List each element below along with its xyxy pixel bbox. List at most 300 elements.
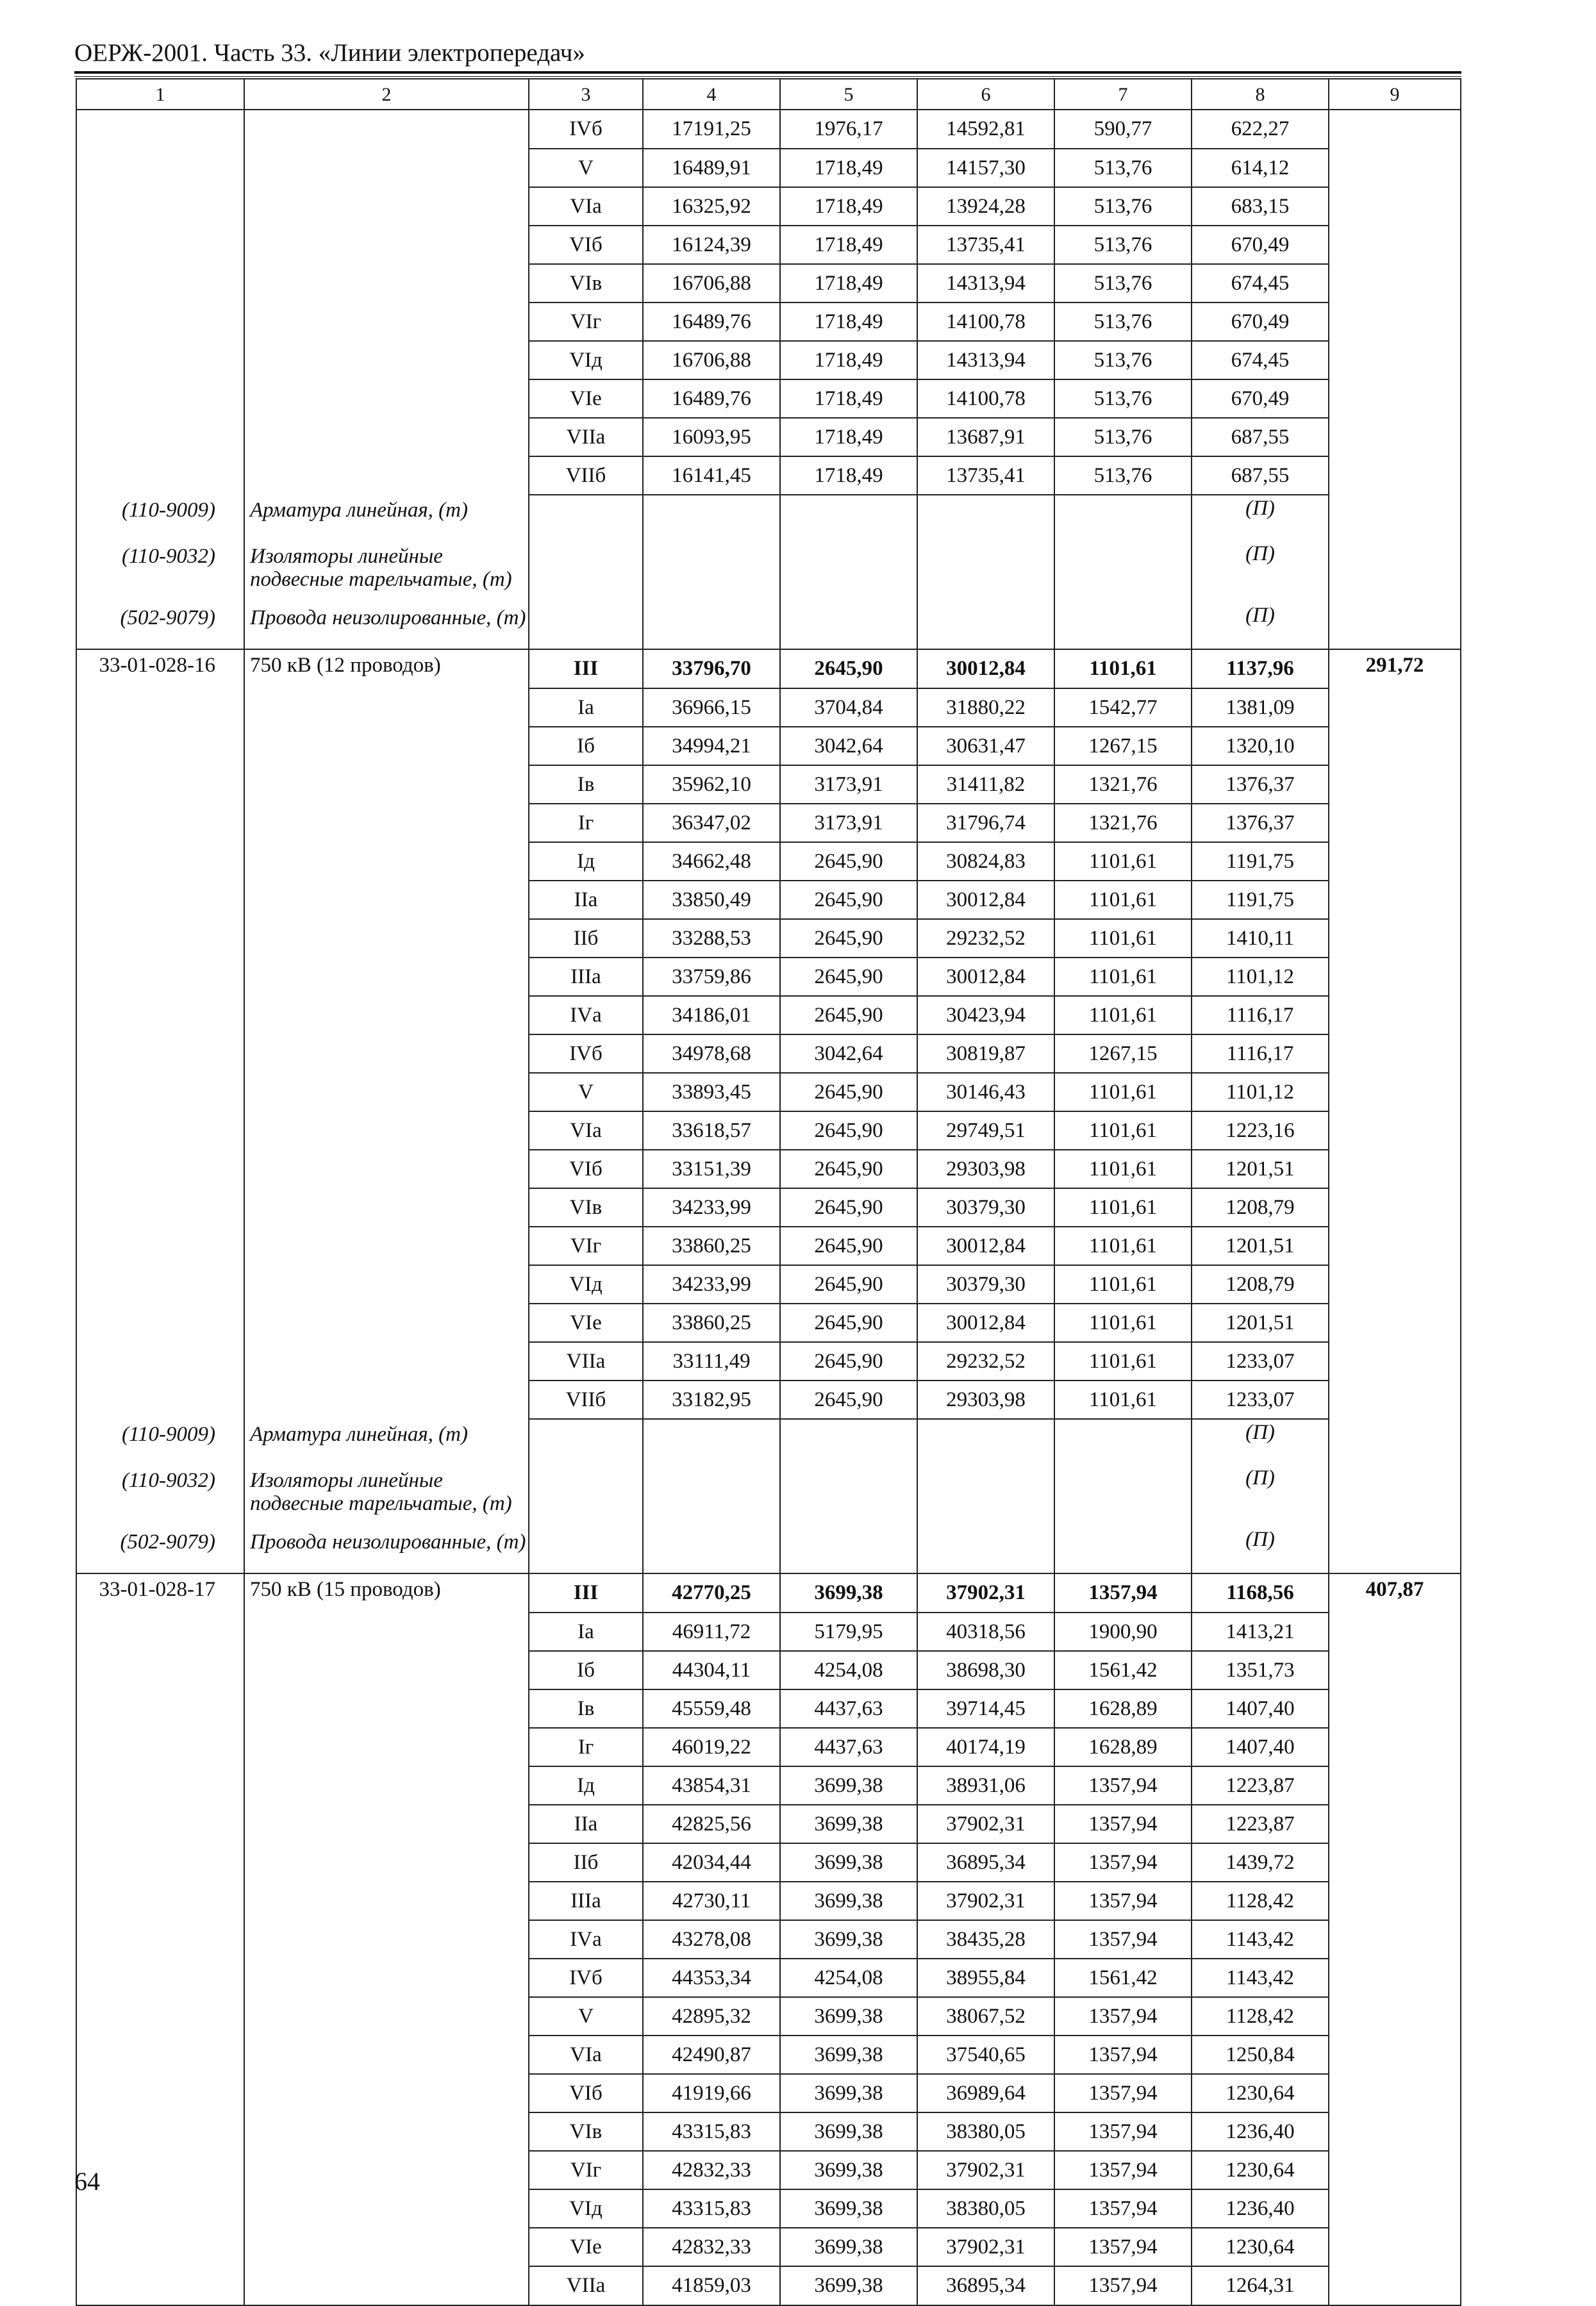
rate-code-cell bbox=[76, 418, 244, 456]
rate-name-cell bbox=[244, 1766, 529, 1805]
column-number: 7 bbox=[1054, 79, 1192, 110]
rate-code-cell bbox=[76, 2189, 244, 2228]
rate-name-cell bbox=[244, 958, 529, 996]
extra-value-cell bbox=[1329, 226, 1461, 264]
value-cell: 2645,90 bbox=[780, 1342, 917, 1381]
rate-code-cell bbox=[76, 1265, 244, 1304]
resource-mark: (П) bbox=[1192, 495, 1329, 541]
resource-mark: (П) bbox=[1192, 602, 1329, 649]
region-cell: VIа bbox=[529, 2036, 643, 2074]
column-number: 2 bbox=[244, 79, 529, 110]
region-cell: VIе bbox=[529, 379, 643, 418]
value-cell: 38955,84 bbox=[917, 1959, 1054, 1997]
value-cell: 1321,76 bbox=[1054, 765, 1192, 804]
column-number: 4 bbox=[643, 79, 780, 110]
value-cell: 3699,38 bbox=[780, 2189, 917, 2228]
extra-value-cell bbox=[1329, 919, 1461, 958]
table-row bbox=[76, 2189, 1461, 2228]
resource-name: Изоляторы линейные подвесные тарельчатые, (т) bbox=[244, 541, 529, 602]
table-row bbox=[76, 1381, 1461, 1419]
extra-value-cell bbox=[1329, 1997, 1461, 2036]
extra-value-cell bbox=[1329, 1265, 1461, 1304]
value-cell: 45559,48 bbox=[643, 1689, 780, 1728]
resource-row bbox=[76, 1527, 1461, 1573]
value-cell: 44304,11 bbox=[643, 1651, 780, 1689]
table-row bbox=[76, 110, 1461, 149]
value-cell: 37902,31 bbox=[917, 1805, 1054, 1843]
resource-row bbox=[76, 602, 1461, 649]
extra-value-cell bbox=[1329, 495, 1461, 541]
value-cell: 41919,66 bbox=[643, 2074, 780, 2112]
value-cell: 33759,86 bbox=[643, 958, 780, 996]
region-cell: VIв bbox=[529, 1188, 643, 1227]
table-row bbox=[76, 1613, 1461, 1651]
value-cell: 29232,52 bbox=[917, 1342, 1054, 1381]
region-cell: VIа bbox=[529, 1111, 643, 1150]
value-cell: 2645,90 bbox=[780, 649, 917, 688]
value-cell: 670,49 bbox=[1192, 226, 1329, 264]
value-cell: 38931,06 bbox=[917, 1766, 1054, 1805]
extra-value-cell bbox=[1329, 1766, 1461, 1805]
value-cell: 29303,98 bbox=[917, 1150, 1054, 1188]
rate-code-cell bbox=[76, 919, 244, 958]
value-cell: 30819,87 bbox=[917, 1034, 1054, 1073]
empty-cell bbox=[643, 541, 780, 602]
rate-code-cell bbox=[76, 1342, 244, 1381]
extra-value-cell bbox=[1329, 996, 1461, 1034]
value-cell: 43315,83 bbox=[643, 2189, 780, 2228]
value-cell: 1357,94 bbox=[1054, 2036, 1192, 2074]
value-cell: 1233,07 bbox=[1192, 1381, 1329, 1419]
rate-name-cell bbox=[244, 341, 529, 379]
value-cell: 31411,82 bbox=[917, 765, 1054, 804]
region-cell: VIа bbox=[529, 187, 643, 226]
value-cell: 1718,49 bbox=[780, 264, 917, 303]
extra-value-cell bbox=[1329, 303, 1461, 341]
empty-cell bbox=[780, 1419, 917, 1465]
region-cell: VIб bbox=[529, 1150, 643, 1188]
extra-value-cell bbox=[1329, 1689, 1461, 1728]
region-cell: Iб bbox=[529, 1651, 643, 1689]
empty-cell bbox=[643, 495, 780, 541]
extra-value-cell bbox=[1329, 149, 1461, 187]
rate-code-cell bbox=[76, 1997, 244, 2036]
rate-name-cell bbox=[244, 2189, 529, 2228]
value-cell: 1976,17 bbox=[780, 110, 917, 149]
extra-value-cell bbox=[1329, 842, 1461, 881]
value-cell: 1101,61 bbox=[1054, 1342, 1192, 1381]
region-cell: VIд bbox=[529, 1265, 643, 1304]
value-cell: 1101,61 bbox=[1054, 649, 1192, 688]
resource-mark: (П) bbox=[1192, 1419, 1329, 1465]
value-cell: 2645,90 bbox=[780, 1265, 917, 1304]
table-row bbox=[76, 2151, 1461, 2189]
value-cell: 670,49 bbox=[1192, 379, 1329, 418]
table-row bbox=[76, 1073, 1461, 1111]
rate-code-cell bbox=[76, 1227, 244, 1265]
value-cell: 34978,68 bbox=[643, 1034, 780, 1073]
rate-code-cell bbox=[76, 456, 244, 495]
value-cell: 674,45 bbox=[1192, 264, 1329, 303]
resource-mark: (П) bbox=[1192, 541, 1329, 602]
extra-value-cell bbox=[1329, 341, 1461, 379]
value-cell: 41859,03 bbox=[643, 2266, 780, 2305]
value-cell: 3699,38 bbox=[780, 1882, 917, 1920]
value-cell: 14100,78 bbox=[917, 379, 1054, 418]
value-cell: 513,76 bbox=[1054, 187, 1192, 226]
rate-name-cell bbox=[244, 1997, 529, 2036]
rate-code-cell bbox=[76, 958, 244, 996]
empty-cell bbox=[780, 1465, 917, 1527]
rate-code-cell bbox=[76, 2112, 244, 2151]
rate-name-cell bbox=[244, 456, 529, 495]
value-cell: 1128,42 bbox=[1192, 1997, 1329, 2036]
value-cell: 38067,52 bbox=[917, 1997, 1054, 2036]
region-cell: VIг bbox=[529, 1227, 643, 1265]
value-cell: 14100,78 bbox=[917, 303, 1054, 341]
empty-cell bbox=[917, 602, 1054, 649]
value-cell: 1223,87 bbox=[1192, 1766, 1329, 1805]
rate-name-cell bbox=[244, 379, 529, 418]
extra-value-cell bbox=[1329, 264, 1461, 303]
value-cell: 513,76 bbox=[1054, 418, 1192, 456]
extra-value-cell bbox=[1329, 1227, 1461, 1265]
rate-name-cell bbox=[244, 1959, 529, 1997]
rate-name-cell bbox=[244, 1689, 529, 1728]
value-cell: 13924,28 bbox=[917, 187, 1054, 226]
value-cell: 1101,61 bbox=[1054, 996, 1192, 1034]
value-cell: 46911,72 bbox=[643, 1613, 780, 1651]
table-row bbox=[76, 1227, 1461, 1265]
rate-name-cell bbox=[244, 727, 529, 765]
region-cell: VIIа bbox=[529, 2266, 643, 2305]
empty-cell bbox=[1054, 1419, 1192, 1465]
value-cell: 2645,90 bbox=[780, 958, 917, 996]
rate-code-cell bbox=[76, 1111, 244, 1150]
value-cell: 36966,15 bbox=[643, 688, 780, 727]
region-cell: VIг bbox=[529, 2151, 643, 2189]
table-row bbox=[76, 1728, 1461, 1766]
region-cell: VIIб bbox=[529, 1381, 643, 1419]
table-row bbox=[76, 187, 1461, 226]
rate-name-cell bbox=[244, 2151, 529, 2189]
rate-name-cell bbox=[244, 1265, 529, 1304]
value-cell: 3042,64 bbox=[780, 727, 917, 765]
resource-code: (502-9079) bbox=[76, 602, 244, 649]
table-row bbox=[76, 1304, 1461, 1342]
value-cell: 29303,98 bbox=[917, 1381, 1054, 1419]
value-cell: 38698,30 bbox=[917, 1651, 1054, 1689]
rate-name-cell bbox=[244, 1805, 529, 1843]
table-row bbox=[76, 2112, 1461, 2151]
value-cell: 37902,31 bbox=[917, 2228, 1054, 2266]
value-cell: 31880,22 bbox=[917, 688, 1054, 727]
value-cell: 36347,02 bbox=[643, 804, 780, 842]
rate-name-cell bbox=[244, 1073, 529, 1111]
value-cell: 1101,61 bbox=[1054, 1150, 1192, 1188]
extra-value-cell bbox=[1329, 881, 1461, 919]
value-cell: 1357,94 bbox=[1054, 2228, 1192, 2266]
value-cell: 513,76 bbox=[1054, 303, 1192, 341]
value-cell: 33850,49 bbox=[643, 881, 780, 919]
value-cell: 1101,61 bbox=[1054, 881, 1192, 919]
rate-name-cell bbox=[244, 264, 529, 303]
value-cell: 14157,30 bbox=[917, 149, 1054, 187]
extra-value-cell bbox=[1329, 1651, 1461, 1689]
region-cell: VIб bbox=[529, 226, 643, 264]
rate-code-cell bbox=[76, 1034, 244, 1073]
region-cell: IVб bbox=[529, 1034, 643, 1073]
value-cell: 1357,94 bbox=[1054, 1805, 1192, 1843]
value-cell: 38435,28 bbox=[917, 1920, 1054, 1959]
value-cell: 1407,40 bbox=[1192, 1728, 1329, 1766]
extra-value-cell bbox=[1329, 110, 1461, 149]
value-cell: 513,76 bbox=[1054, 456, 1192, 495]
value-cell: 30379,30 bbox=[917, 1265, 1054, 1304]
table-row bbox=[76, 1959, 1461, 1997]
value-cell: 38380,05 bbox=[917, 2189, 1054, 2228]
value-cell: 1718,49 bbox=[780, 456, 917, 495]
rate-code-cell bbox=[76, 842, 244, 881]
value-cell: 37902,31 bbox=[917, 1882, 1054, 1920]
value-cell: 1236,40 bbox=[1192, 2189, 1329, 2228]
value-cell: 1191,75 bbox=[1192, 881, 1329, 919]
value-cell: 14313,94 bbox=[917, 341, 1054, 379]
value-cell: 3699,38 bbox=[780, 2112, 917, 2151]
value-cell: 1718,49 bbox=[780, 303, 917, 341]
extra-value-cell bbox=[1329, 541, 1461, 602]
extra-value-cell bbox=[1329, 1073, 1461, 1111]
value-cell: 2645,90 bbox=[780, 996, 917, 1034]
rate-code-cell bbox=[76, 264, 244, 303]
extra-value-cell bbox=[1329, 1805, 1461, 1843]
value-cell: 30012,84 bbox=[917, 1227, 1054, 1265]
table-row bbox=[76, 881, 1461, 919]
value-cell: 40174,19 bbox=[917, 1728, 1054, 1766]
resource-name: Арматура линейная, (т) bbox=[244, 495, 529, 541]
region-cell: Iг bbox=[529, 804, 643, 842]
resource-code: (110-9032) bbox=[76, 1465, 244, 1527]
table-row bbox=[76, 418, 1461, 456]
rate-code-cell: 33-01-028-16 bbox=[76, 649, 244, 688]
value-cell: 14592,81 bbox=[917, 110, 1054, 149]
rate-code-cell bbox=[76, 881, 244, 919]
value-cell: 670,49 bbox=[1192, 303, 1329, 341]
rate-name-cell bbox=[244, 2112, 529, 2151]
value-cell: 3699,38 bbox=[780, 1920, 917, 1959]
value-cell: 1628,89 bbox=[1054, 1689, 1192, 1728]
empty-cell bbox=[643, 1465, 780, 1527]
value-cell: 3042,64 bbox=[780, 1034, 917, 1073]
rate-name-cell bbox=[244, 2074, 529, 2112]
value-cell: 2645,90 bbox=[780, 1073, 917, 1111]
table-row bbox=[76, 264, 1461, 303]
value-cell: 3699,38 bbox=[780, 2228, 917, 2266]
region-cell: IIIа bbox=[529, 958, 643, 996]
value-cell: 38380,05 bbox=[917, 2112, 1054, 2151]
value-cell: 1357,94 bbox=[1054, 1997, 1192, 2036]
value-cell: 13687,91 bbox=[917, 418, 1054, 456]
extra-value-cell bbox=[1329, 2228, 1461, 2266]
value-cell: 34994,21 bbox=[643, 727, 780, 765]
value-cell: 3699,38 bbox=[780, 1766, 917, 1805]
value-cell: 2645,90 bbox=[780, 1150, 917, 1188]
value-cell: 36895,34 bbox=[917, 2266, 1054, 2305]
value-cell: 1718,49 bbox=[780, 187, 917, 226]
table-row bbox=[76, 1766, 1461, 1805]
value-cell: 1208,79 bbox=[1192, 1188, 1329, 1227]
value-cell: 2645,90 bbox=[780, 1188, 917, 1227]
value-cell: 33796,70 bbox=[643, 649, 780, 688]
value-cell: 5179,95 bbox=[780, 1613, 917, 1651]
rate-code-cell bbox=[76, 1728, 244, 1766]
value-cell: 1137,96 bbox=[1192, 649, 1329, 688]
extra-value-cell bbox=[1329, 602, 1461, 649]
resource-code: (502-9079) bbox=[76, 1527, 244, 1573]
extra-value-cell bbox=[1329, 1034, 1461, 1073]
rate-name-cell bbox=[244, 919, 529, 958]
value-cell: 683,15 bbox=[1192, 187, 1329, 226]
value-cell: 4254,08 bbox=[780, 1651, 917, 1689]
table-row bbox=[76, 1342, 1461, 1381]
table-row bbox=[76, 341, 1461, 379]
value-cell: 33288,53 bbox=[643, 919, 780, 958]
resource-name: Изоляторы линейные подвесные тарельчатые, (т) bbox=[244, 1465, 529, 1527]
rate-code-cell bbox=[76, 2266, 244, 2305]
value-cell: 1407,40 bbox=[1192, 1689, 1329, 1728]
extra-value-cell bbox=[1329, 688, 1461, 727]
empty-cell bbox=[1054, 541, 1192, 602]
table-row bbox=[76, 804, 1461, 842]
value-cell: 1357,94 bbox=[1054, 2189, 1192, 2228]
rate-code-cell bbox=[76, 996, 244, 1034]
region-cell: IIб bbox=[529, 919, 643, 958]
rate-name-cell bbox=[244, 1651, 529, 1689]
region-cell: IVа bbox=[529, 996, 643, 1034]
value-cell: 16489,76 bbox=[643, 303, 780, 341]
resource-row bbox=[76, 541, 1461, 602]
rate-name-cell: 750 кВ (15 проводов) bbox=[244, 1573, 529, 1613]
value-cell: 37540,65 bbox=[917, 2036, 1054, 2074]
rate-name-cell bbox=[244, 1613, 529, 1651]
extra-value-cell bbox=[1329, 1527, 1461, 1573]
value-cell: 3699,38 bbox=[780, 2074, 917, 2112]
region-cell: VIв bbox=[529, 2112, 643, 2151]
extra-value-cell bbox=[1329, 1381, 1461, 1419]
region-cell: Iа bbox=[529, 1613, 643, 1651]
value-cell: 1101,61 bbox=[1054, 1188, 1192, 1227]
value-cell: 1116,17 bbox=[1192, 1034, 1329, 1073]
value-cell: 1201,51 bbox=[1192, 1304, 1329, 1342]
value-cell: 4254,08 bbox=[780, 1959, 917, 1997]
value-cell: 3699,38 bbox=[780, 2151, 917, 2189]
value-cell: 1357,94 bbox=[1054, 2266, 1192, 2305]
resource-name: Провода неизолированные, (т) bbox=[244, 602, 529, 649]
table-row bbox=[76, 1997, 1461, 2036]
table-row bbox=[76, 2074, 1461, 2112]
column-number: 1 bbox=[76, 79, 244, 110]
value-cell: 16325,92 bbox=[643, 187, 780, 226]
value-cell: 1439,72 bbox=[1192, 1843, 1329, 1882]
value-cell: 30824,83 bbox=[917, 842, 1054, 881]
value-cell: 34233,99 bbox=[643, 1188, 780, 1227]
extra-value-cell bbox=[1329, 2266, 1461, 2305]
rate-name-cell bbox=[244, 187, 529, 226]
table-row bbox=[76, 727, 1461, 765]
value-cell: 2645,90 bbox=[780, 881, 917, 919]
extra-value-cell bbox=[1329, 765, 1461, 804]
value-cell: 2645,90 bbox=[780, 919, 917, 958]
value-cell: 3699,38 bbox=[780, 1573, 917, 1613]
region-cell: VIе bbox=[529, 1304, 643, 1342]
extra-value-cell bbox=[1329, 418, 1461, 456]
rate-name-cell bbox=[244, 1111, 529, 1150]
value-cell: 1223,87 bbox=[1192, 1805, 1329, 1843]
empty-cell bbox=[917, 1465, 1054, 1527]
rate-code-cell bbox=[76, 765, 244, 804]
value-cell: 1357,94 bbox=[1054, 1766, 1192, 1805]
table-row bbox=[76, 1265, 1461, 1304]
value-cell: 39714,45 bbox=[917, 1689, 1054, 1728]
resource-code: (110-9032) bbox=[76, 541, 244, 602]
region-cell: Iв bbox=[529, 1689, 643, 1728]
value-cell: 1267,15 bbox=[1054, 727, 1192, 765]
value-cell: 1201,51 bbox=[1192, 1150, 1329, 1188]
value-cell: 1208,79 bbox=[1192, 1265, 1329, 1304]
empty-cell bbox=[643, 1527, 780, 1573]
rate-code-cell bbox=[76, 187, 244, 226]
empty-cell bbox=[529, 602, 643, 649]
value-cell: 1128,42 bbox=[1192, 1882, 1329, 1920]
value-cell: 1230,64 bbox=[1192, 2151, 1329, 2189]
extra-value-cell bbox=[1329, 1419, 1461, 1465]
value-cell: 1250,84 bbox=[1192, 2036, 1329, 2074]
value-cell: 13735,41 bbox=[917, 226, 1054, 264]
table-row bbox=[76, 649, 1461, 688]
value-cell: 3704,84 bbox=[780, 688, 917, 727]
empty-cell bbox=[780, 1527, 917, 1573]
value-cell: 1201,51 bbox=[1192, 1227, 1329, 1265]
value-cell: 31796,74 bbox=[917, 804, 1054, 842]
value-cell: 1101,61 bbox=[1054, 1381, 1192, 1419]
region-cell: VIIб bbox=[529, 456, 643, 495]
value-cell: 3173,91 bbox=[780, 804, 917, 842]
value-cell: 16489,76 bbox=[643, 379, 780, 418]
rate-name-cell bbox=[244, 1342, 529, 1381]
extra-value-cell bbox=[1329, 1465, 1461, 1527]
value-cell: 1264,31 bbox=[1192, 2266, 1329, 2305]
rate-name-cell bbox=[244, 2266, 529, 2305]
extra-value-cell: 291,72 bbox=[1329, 649, 1461, 688]
table-row bbox=[76, 1150, 1461, 1188]
region-cell: VIд bbox=[529, 2189, 643, 2228]
value-cell: 674,45 bbox=[1192, 341, 1329, 379]
rate-name-cell bbox=[244, 842, 529, 881]
rate-code-cell bbox=[76, 1381, 244, 1419]
value-cell: 1410,11 bbox=[1192, 919, 1329, 958]
value-cell: 33151,39 bbox=[643, 1150, 780, 1188]
value-cell: 16706,88 bbox=[643, 264, 780, 303]
rate-code-cell bbox=[76, 1689, 244, 1728]
value-cell: 687,55 bbox=[1192, 418, 1329, 456]
empty-cell bbox=[780, 495, 917, 541]
value-cell: 687,55 bbox=[1192, 456, 1329, 495]
value-cell: 1718,49 bbox=[780, 341, 917, 379]
extra-value-cell bbox=[1329, 1188, 1461, 1227]
value-cell: 36989,64 bbox=[917, 2074, 1054, 2112]
value-cell: 2645,90 bbox=[780, 1381, 917, 1419]
extra-value-cell bbox=[1329, 1342, 1461, 1381]
